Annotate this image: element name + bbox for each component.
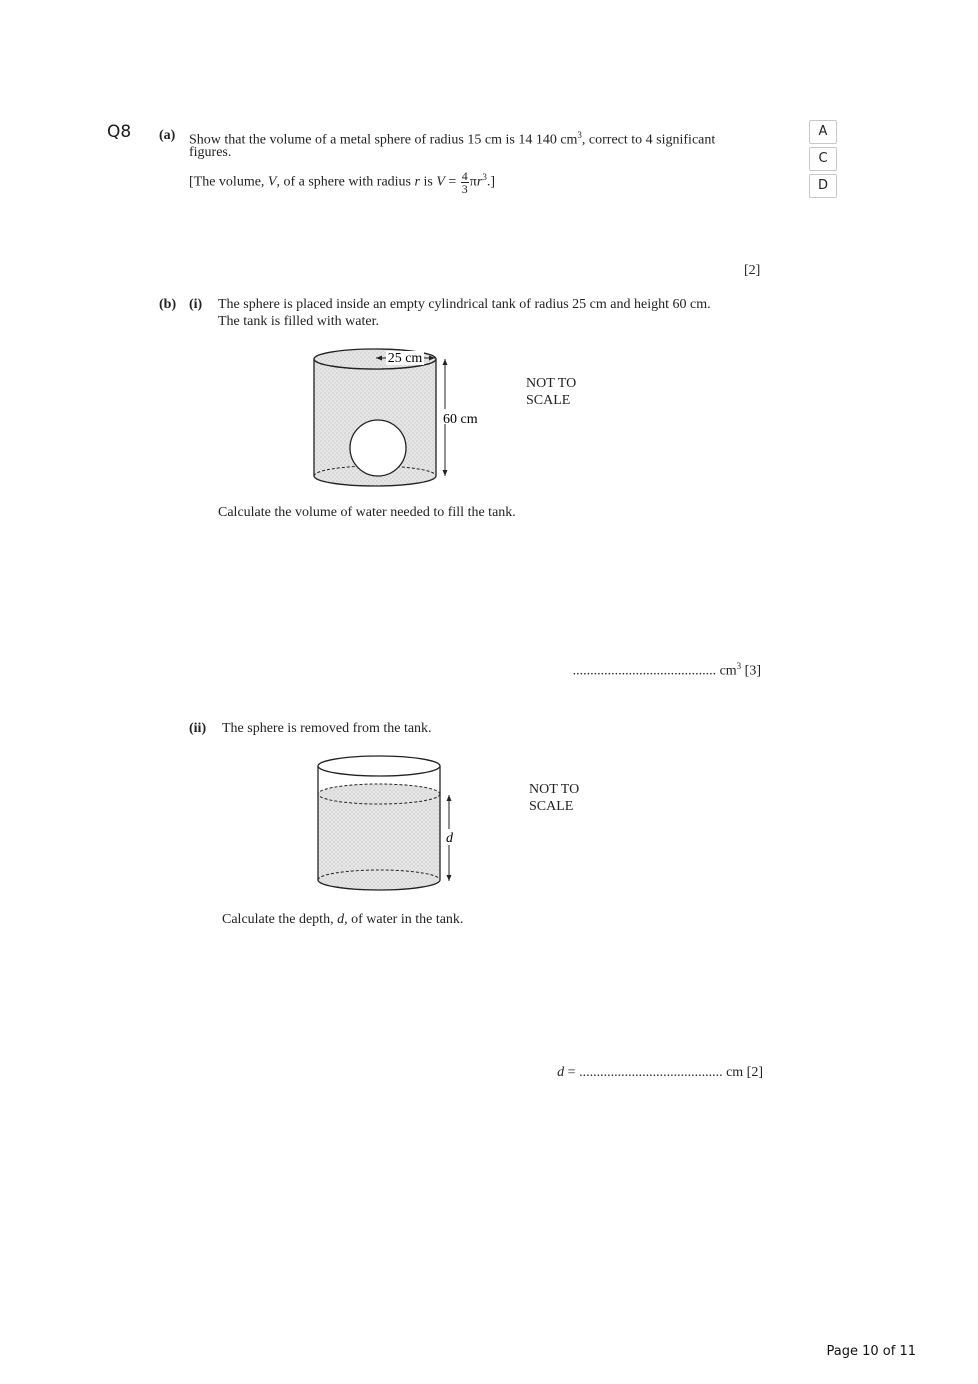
part-a-formula	[189, 162, 495, 198]
side-tab-d[interactable]: D	[809, 174, 837, 198]
part-a-text	[189, 127, 763, 149]
answer-unit-sup: 3	[736, 661, 742, 671]
tank-water-depth-diagram	[305, 745, 480, 895]
part-a-text-suffix: , correct to 4 significant	[581, 132, 716, 148]
part-a-text-line2: figures.	[189, 145, 232, 160]
radius-label: 25 cm	[387, 351, 423, 366]
part-a-marks: [2]	[744, 263, 761, 278]
part-b-i-marks: [3]	[744, 663, 761, 679]
height-arrow-bottom	[443, 470, 448, 476]
formula-is: is	[419, 174, 437, 190]
answer-dots[interactable]: .........................................	[572, 663, 717, 679]
part-b-label: (b)	[159, 297, 177, 312]
formula-eq: =	[444, 174, 460, 190]
answer-dots-2[interactable]: .........................................	[579, 1065, 723, 1080]
tank2-top-ellipse	[318, 756, 440, 776]
depth-label: d	[446, 831, 453, 846]
part-b-i-instruction: Calculate the volume of water needed to fill the tank.	[218, 505, 516, 520]
formula-r2: r	[476, 174, 483, 190]
part-a-text-sup: 3	[577, 130, 582, 140]
instruction-suffix: , of water in the tank.	[344, 912, 464, 927]
not-to-scale-2-line1: NOT TO	[529, 782, 580, 797]
height-arrow-top	[443, 359, 448, 365]
fraction-numerator: 4	[461, 168, 468, 183]
part-a-label: (a)	[159, 128, 176, 143]
formula-mid: , of a sphere with radius	[276, 174, 415, 190]
question-number: Q8	[107, 122, 132, 142]
formula-end: .]	[486, 174, 495, 190]
part-b-ii-marks: [2]	[746, 1065, 763, 1080]
formula-r-sup: 3	[482, 172, 487, 182]
part-b-ii-line1: The sphere is removed from the tank.	[222, 721, 432, 736]
side-tab-group	[809, 120, 837, 201]
water-surface	[318, 784, 440, 804]
instruction-prefix: Calculate the depth,	[222, 912, 338, 927]
answer-eq: =	[564, 1065, 580, 1080]
tank-with-sphere-diagram	[300, 340, 500, 495]
not-to-scale-line2: SCALE	[526, 393, 571, 408]
height-label: 60 cm	[443, 412, 478, 427]
answer-unit-2: cm	[726, 1065, 744, 1080]
depth-arrow-top	[447, 795, 452, 801]
formula-prefix: [The volume,	[189, 174, 268, 190]
formula-fraction	[461, 170, 469, 195]
not-to-scale-line1: NOT TO	[526, 376, 577, 391]
page-number: Page 10 of 11	[826, 1344, 916, 1359]
formula-v: V	[267, 174, 277, 190]
part-b-ii-answer-line	[557, 1064, 763, 1081]
answer-unit: cm	[719, 663, 737, 679]
formula-v2: V	[436, 174, 445, 190]
answer-d: d	[557, 1065, 565, 1080]
not-to-scale-note-1	[526, 375, 576, 409]
depth-arrow-bottom	[447, 875, 452, 881]
not-to-scale-2-line2: SCALE	[529, 799, 574, 814]
part-b-i-label: (i)	[189, 297, 203, 312]
water-body	[318, 794, 440, 890]
part-b-i-line2: The tank is filled with water.	[218, 314, 379, 329]
part-b-ii-label: (ii)	[189, 721, 207, 736]
side-tab-c[interactable]: C	[809, 147, 837, 171]
instruction-d: d	[337, 912, 345, 927]
part-a-text-prefix: Show that the volume of a metal sphere of radius 15 cm is 14 140 cm	[189, 132, 578, 148]
formula-r: r	[414, 174, 420, 190]
side-tab-a[interactable]: A	[809, 120, 837, 144]
part-b-i-answer-line	[573, 658, 761, 680]
part-b-ii-instruction	[222, 911, 463, 928]
part-b-i-line1: The sphere is placed inside an empty cylindrical tank of radius 25 cm and height 60 cm.	[218, 297, 711, 312]
not-to-scale-note-2	[529, 781, 579, 815]
fraction-denominator: 3	[461, 181, 468, 196]
sphere-circle	[350, 420, 406, 476]
formula-pi: π	[469, 174, 477, 190]
